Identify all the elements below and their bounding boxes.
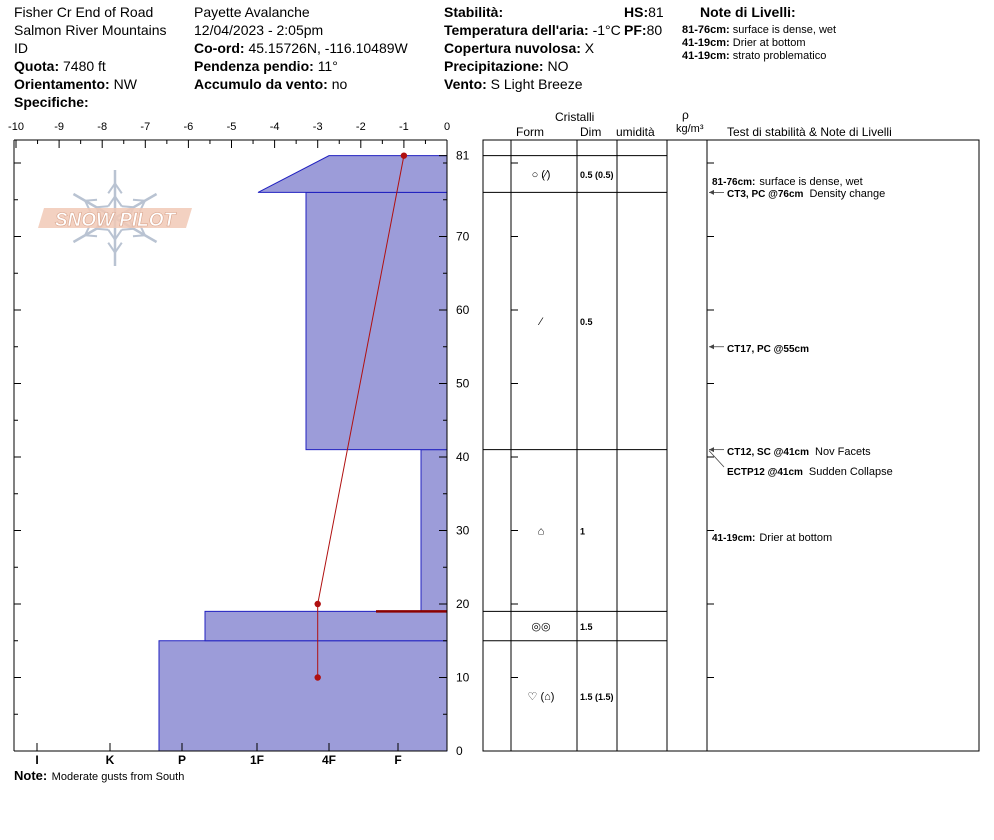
layer-note-range: 41-19cm: [682,37,730,49]
stability-test: CT12, SC @41cm Nov Facets [727,446,871,458]
snowflake-branch [122,206,134,207]
air-temperature [444,23,621,37]
temperature-point [401,152,407,158]
depth-tick-label: 40 [456,450,470,464]
crystal-size: 1.5 [580,622,593,633]
location-name: Fisher Cr End of Road [14,4,154,20]
hs-label: HS: [624,4,649,20]
hardness-tick-label: 4F [321,753,337,767]
air-temp-label: Temperatura dell'aria: [444,22,589,38]
depth-tick-label: 50 [456,376,470,391]
precip-label: Precipitazione: [444,58,544,74]
cloud-value: X [584,40,595,56]
note-text: Moderate gusts from South [51,771,185,783]
crystal-size: 0.5 (0.5) [580,170,614,181]
pf-value: 80 [646,22,663,38]
temperature-point [315,674,321,680]
depth-tick-label: 70 [456,229,470,244]
crystal-size: 1.5 (1.5) [580,691,614,702]
crystal-form: ◎◎ [531,621,551,634]
temp-tick-label: 0 [443,121,451,133]
test-arrow-head [709,190,714,195]
depth-tick-label: 10 [456,670,470,685]
hardness-layer [258,156,447,193]
snowflake-branch [85,235,97,236]
hardness-tick-label: I [35,753,39,767]
precip-value: NO [547,58,569,74]
elevation-value: 7480 ft [63,58,106,74]
temp-tick-label: -9 [54,121,64,133]
layer-notes-title: Note di Livelli: [700,4,796,20]
table-frame [483,140,979,751]
mountain-range: Salmon River Mountains [14,22,167,38]
depth-tick-label: 20 [456,597,470,611]
forecast-center: Payette Avalanche [194,4,310,20]
observation-datetime: 12/04/2023 - 2:05pm [194,22,324,38]
coord-label: Co-ord: [194,40,245,56]
snowflake-branch [133,200,145,201]
note-label: Note: [14,768,48,783]
stability-test: CT17, PC @55cm [727,344,810,355]
temp-tick-label: -2 [355,121,366,133]
temp-tick-label: -6 [183,121,194,133]
wind-loading-label: Accumulo da vento: [194,76,328,92]
crystal-size: 1 [580,526,586,537]
density-symbol: ρ [682,108,689,122]
depth-tick-label: 60 [456,303,470,317]
stability-test: CT3, PC @76cm Density change [727,188,886,200]
form-header: Form [516,125,544,139]
wind-label: Vento: [444,76,487,92]
size-header: Dim [580,125,602,139]
logo-text: SNOW PILOT [54,210,176,231]
temp-tick-label: -4 [269,121,280,133]
footer-note [14,768,184,784]
crystals-header: Cristalli [555,110,595,124]
hs-value: 81 [648,4,664,20]
state: ID [14,40,28,56]
temp-tick-label: -8 [97,121,108,133]
layer-note-text: surface is dense, wet [732,24,837,36]
elevation-label: Quota: [14,58,60,74]
air-temp-value: -1°C [592,22,621,38]
layer-note-range: 81-76cm: [682,24,730,36]
hardness-layer [159,641,447,751]
layer-note-range: 41-19cm: [682,50,730,62]
slope-value: 11° [317,58,338,74]
crystal-form: ⌂ [537,525,545,538]
layer-comment: 41-19cm: Drier at bottom [712,532,833,544]
snowflake-branch [85,200,97,201]
depth-tick-label: 30 [456,523,470,538]
temperature-point [315,601,321,607]
temp-tick-label: -1 [399,121,409,133]
crystal-table [483,140,979,751]
hardness-layers [159,156,447,751]
coord-value: 45.15726N, -116.10489W [248,40,408,56]
crystal-form: ⁄ [540,316,542,329]
hardness-layer [205,611,447,640]
pf-label: PF: [624,22,647,38]
penetration-foot [624,23,662,37]
snowflake-branch [133,235,145,236]
wind-loading-value: no [331,76,348,92]
hardness-layer [306,192,447,449]
hardness-tick-label: F [394,753,402,767]
depth-tick-label: 0 [456,744,463,758]
temp-tick-label: -7 [140,121,151,133]
layer-note-text: strato problematico [732,50,827,62]
test-arrow [709,451,724,467]
temp-tick-label: -3 [312,121,323,133]
temp-tick-label: -10 [8,121,24,133]
hardness-tick-label: 1F [249,753,265,767]
wind-value: S Light Breeze [490,76,583,92]
temp-tick-label: -5 [226,121,237,133]
crystal-size: 0.5 [580,317,593,328]
hardness-tick-label: P [177,753,187,767]
stability-tests [709,176,893,544]
crystal-form: ♡ (⌂) [527,690,555,703]
specifics-label: Specifiche: [14,94,89,110]
layer-comment: 81-76cm: surface is dense, wet [712,176,863,188]
stability-test: ECTP12 @41cm Sudden Collapse [727,466,893,478]
aspect-label: Orientamento: [14,76,110,92]
crystal-form: ○ (⁄) [531,169,551,182]
cloud-label: Copertura nuvolosa: [444,40,581,56]
moisture-header: umidità [616,125,655,139]
depth-tick-label: 81 [456,148,470,163]
density-unit: kg/m³ [676,123,704,135]
snowflake-branch [96,206,108,207]
snowpilot-logo [38,170,192,266]
aspect-value: NW [113,76,137,92]
slope-label: Pendenza pendio: [194,58,314,74]
hardness-tick-label: K [105,753,115,767]
layer-note-text: Drier at bottom [732,37,806,49]
test-arrow-head [709,344,714,349]
stability-label: Stabilità: [444,4,504,20]
tests-header: Test di stabilità & Note di Livelli [727,125,892,139]
